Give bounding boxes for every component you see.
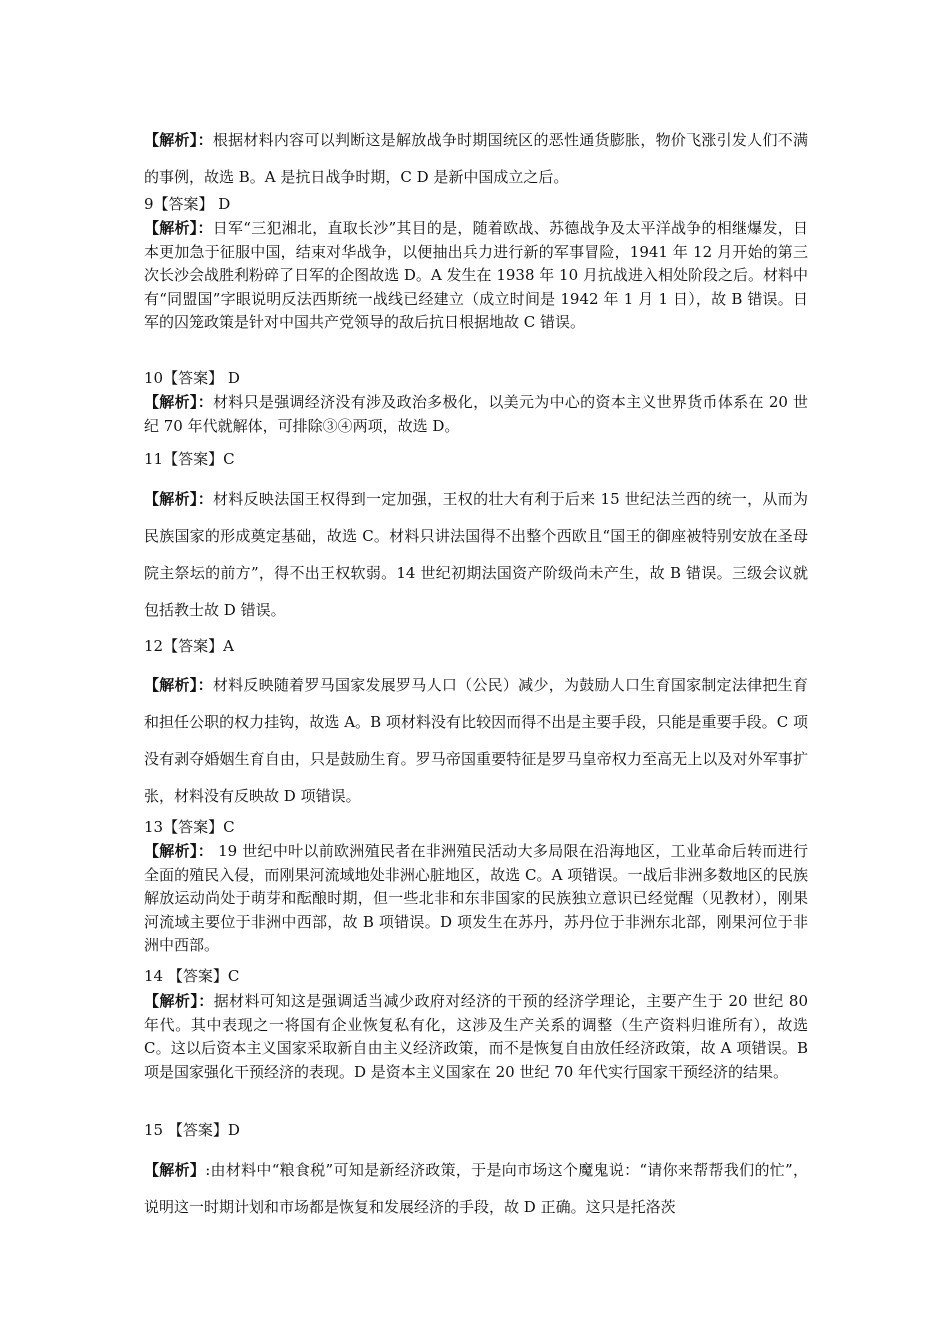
answer-line: 14 【答案】C — [144, 967, 240, 985]
analysis-text: 19 世纪中叶以前欧洲殖民者在非洲殖民活动大多局限在沿海地区，工业革命后转而进行全面的殖民入侵，而刚果河流域地处非洲心脏地区，故选 C。A 项错误。一战后非洲多数地区的民族解放运动尚处于萌芽和酝酿时期，但一些北非和东非国家的民族独立意识已经觉醒（见教材），刚果河流域主要位于非洲中西部，故 B 项错误。D 项发生在苏丹，苏丹位于非洲东北部，刚果河位于非洲中西部。 — [144, 842, 808, 954]
analysis-text: 材料反映随着罗马国家发展罗马人口（公民）减少，为鼓励人口生育国家制定法律把生育和担任公职的权力挂钩，故选 A。B 项材料没有比较因而得不出是主要手段，只能是重要手段。C 项没有剥夺婚姻生育自由，只是鼓励生育。罗马帝国重要特征是罗马皇帝权力至高无上以及对外军事扩张，材料没有反映故 D 项错误。 — [144, 676, 808, 805]
analysis-block — [144, 1152, 808, 1226]
analysis-block — [144, 481, 808, 629]
analysis-label: 【解析】： — [144, 131, 213, 149]
analysis-label: 【解析】： — [144, 219, 213, 237]
analysis-label: 【解析】： — [144, 490, 213, 508]
analysis-block — [144, 217, 808, 335]
analysis-label: 【解析】 — [144, 1161, 206, 1179]
answer-line: 10【答案】 D — [144, 369, 240, 387]
analysis-text: 材料反映法国王权得到一定加强，王权的壮大有利于后来 15 世纪法兰西的统一，从而为民族国家的形成奠定基础，故选 C。材料只讲法国得不出整个西欧且“国王的御座被特别安放在圣母院主祭坛的前方”，得不出王权软弱。14 世纪初期法国资产阶级尚未产生，故 B 错误。三级会议就包括教士故 D 错误。 — [144, 490, 808, 619]
analysis-label: 【解析】： — [144, 676, 213, 694]
analysis-text: 日军“三犯湘北，直取长沙”其目的是，随着欧战、苏德战争及太平洋战争的相继爆发，日本更加急于征服中国，结束对华战争，以便抽出兵力进行新的军事冒险，1941 年 12 月开始的第三次长沙会战胜利粉碎了日军的企图故选 D。A 发生在 1938 年 10 月抗战进入相处阶段之后。材料中有“同盟国”字眼说明反法西斯统一战线已经建立（成立时间是 1942 年 1 月 1 日），故 B 错误。日军的囚笼政策是针对中国共产党领导的敌后抗日根据地故 C 错误。 — [144, 219, 808, 331]
answer-line: 15 【答案】D — [144, 1121, 240, 1139]
analysis-text: 据材料可知这是强调适当减少政府对经济的干预的经济学理论，主要产生于 20 世纪 80 年代。其中表现之一将国有企业恢复私有化，这涉及生产关系的调整（生产资料归谁所有），故选 C。这以后资本主义国家采取新自由主义经济政策，而不是恢复自由放任经济政策，故 A 项错误。B 项是国家强化干预经济的表现。D 是资本主义国家在 20 世纪 70 年代实行国家干预经济的结果。 — [144, 992, 808, 1081]
analysis-text: 根据材料内容可以判断这是解放战争时期国统区的恶性通货膨胀，物价飞涨引发人们不满的事例，故选 B。A 是抗日战争时期，C D 是新中国成立之后。 — [144, 131, 808, 186]
answer-line: 9【答案】 D — [144, 195, 231, 213]
analysis-label: 【解析】： — [144, 992, 214, 1010]
analysis-label: 【解析】： — [144, 842, 213, 860]
analysis-text: :由材料中“粮食税”可知是新经济政策，于是向市场这个魔鬼说：“请你来帮帮我们的忙”，说明这一时期计划和市场都是恢复和发展经济的手段，故 D 正确。这只是托洛茨 — [144, 1161, 808, 1216]
analysis-block — [144, 667, 808, 815]
analysis-block — [144, 840, 808, 958]
analysis-block — [144, 391, 808, 438]
answer-line: 11【答案】C — [144, 450, 235, 468]
analysis-text: 材料只是强调经济没有涉及政治多极化，以美元为中心的资本主义世界货币体系在 20 世纪 70 年代就解体，可排除③④两项，故选 D。 — [144, 393, 808, 435]
analysis-label: 【解析】： — [144, 393, 213, 411]
analysis-block — [144, 122, 808, 196]
answer-line: 12【答案】A — [144, 637, 234, 655]
answer-line: 13【答案】C — [144, 818, 235, 836]
analysis-block — [144, 990, 808, 1084]
